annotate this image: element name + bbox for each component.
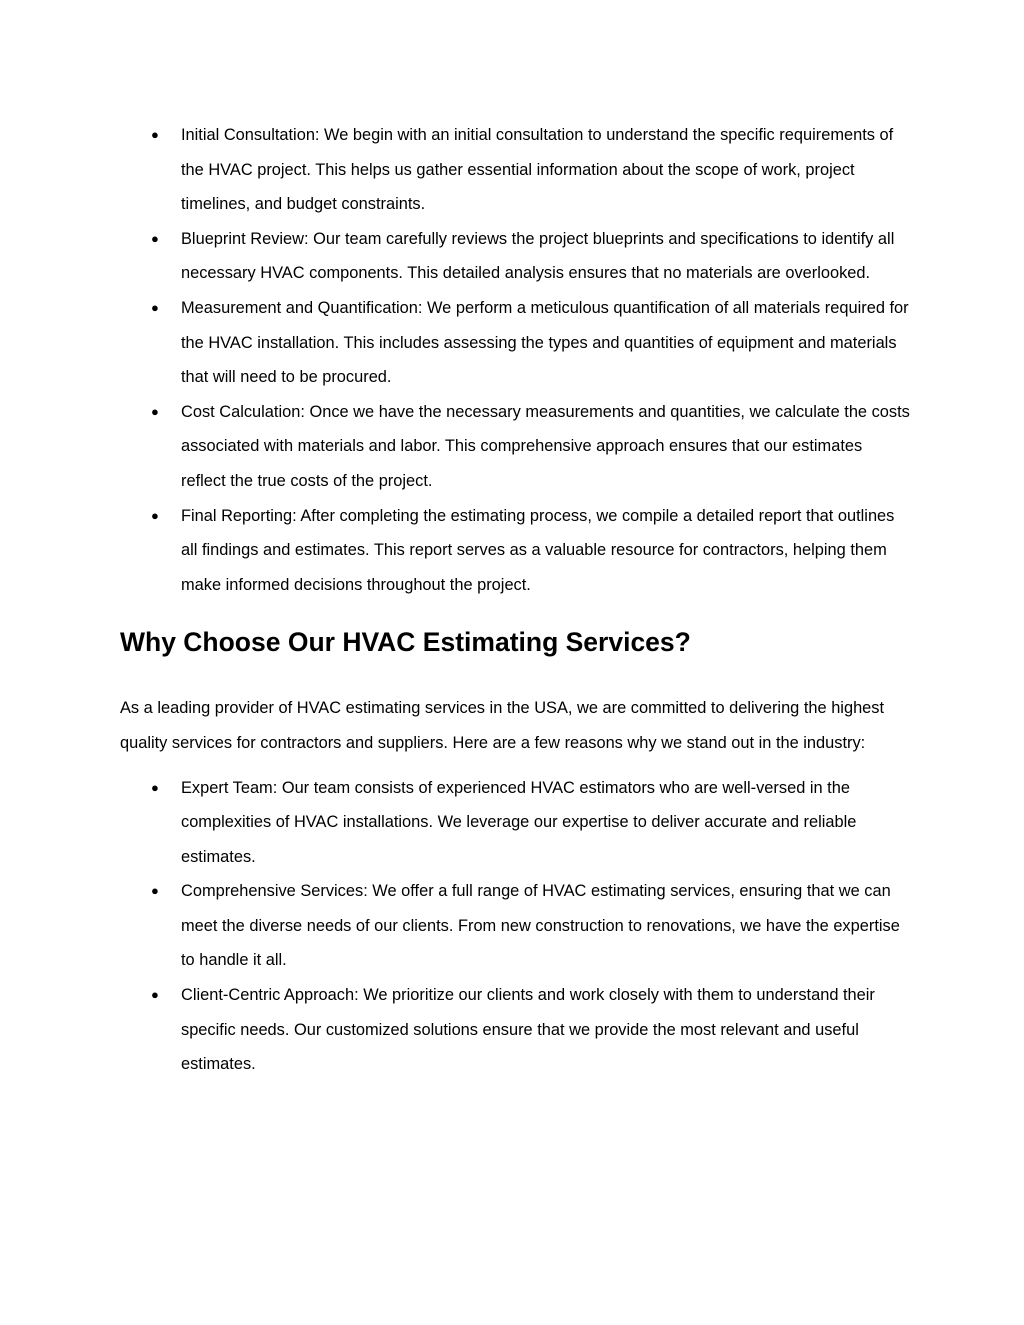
list-item <box>120 222 910 291</box>
bullet-icon: ● <box>151 230 159 246</box>
list-item-text: Comprehensive Services: We offer a full range of HVAC estimating services, ensuring that we can meet the diverse needs of our clients. From new construction to renovations, we have the expertise to handle it all. <box>181 882 900 970</box>
bullet-icon: ● <box>151 987 159 1003</box>
bullet-icon: ● <box>151 299 159 315</box>
bullet-icon: ● <box>151 403 159 419</box>
page-content <box>120 118 910 1082</box>
list-item <box>120 499 910 603</box>
reasons-list <box>120 771 910 1082</box>
bullet-icon: ● <box>151 883 159 899</box>
list-item <box>120 978 910 1082</box>
list-item-text: Blueprint Review: Our team carefully reviews the project blueprints and specifications to identify all necessary HVAC components. This detailed analysis ensures that no materials are overlooked. <box>181 229 895 283</box>
intro-paragraph: As a leading provider of HVAC estimating services in the USA, we are committed to delivering the highest quality services for contractors and suppliers. Here are a few reasons why we stand out in the industry: <box>120 699 885 752</box>
list-item-text: Expert Team: Our team consists of experienced HVAC estimators who are well-versed in the complexities of HVAC installations. We leverage our expertise to deliver accurate and reliable estimates. <box>181 778 857 866</box>
list-item-text: Cost Calculation: Once we have the necessary measurements and quantities, we calculate the costs associated with materials and labor. This comprehensive approach ensures that our estimates reflect the true costs of the project. <box>181 402 910 490</box>
list-item-text: Final Reporting: After completing the estimating process, we compile a detailed report that outlines all findings and estimates. This report serves as a valuable resource for contractors, helping them make informed decisions throughout the project. <box>181 506 895 594</box>
section-heading: Why Choose Our HVAC Estimating Services? <box>120 627 691 658</box>
list-item-text: Initial Consultation: We begin with an initial consultation to understand the specific requirements of the HVAC project. This helps us gather essential information about the scope of work, project timelines, and budget constraints. <box>181 126 894 214</box>
list-item <box>120 118 910 222</box>
list-item <box>120 291 910 395</box>
list-item-text: Client-Centric Approach: We prioritize our clients and work closely with them to understand their specific needs. Our customized solutions ensure that we provide the most relevant and useful estimates. <box>181 986 875 1074</box>
bullet-icon: ● <box>151 779 159 795</box>
process-steps-list <box>120 118 910 602</box>
list-item <box>120 874 910 978</box>
bullet-icon: ● <box>151 127 159 142</box>
list-item-text: Measurement and Quantification: We perform a meticulous quantification of all materials required for the HVAC installation. This includes assessing the types and quantities of equipment and materials that will need to be procured. <box>181 298 909 387</box>
list-item <box>120 395 910 499</box>
bullet-icon: ● <box>151 507 159 523</box>
list-item <box>120 771 910 875</box>
